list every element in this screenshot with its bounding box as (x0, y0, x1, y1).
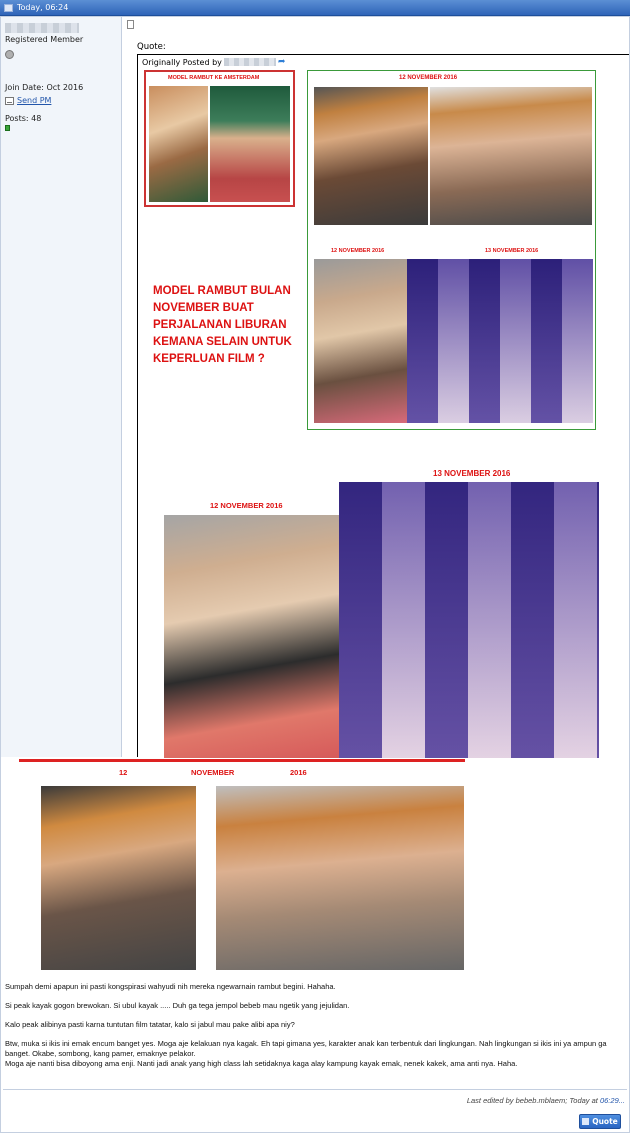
post-header-icon (4, 4, 13, 12)
send-pm-link[interactable]: Send PM (17, 96, 52, 105)
post-paragraph: Si peak kayak gogon brewokan. Si ubul kayak ..... Duh ga tega jempol bebeb mau ngetik yang jejulidan. (5, 1001, 350, 1010)
photo-event-grid-large (339, 482, 599, 758)
photo-man-right (216, 786, 464, 970)
quote-icon (582, 1118, 589, 1125)
image-november-collage[interactable] (307, 70, 596, 430)
photo-man (210, 86, 290, 202)
post-paragraph: Btw, muka si ikis ini emak encum banget yes. Moga aje kelakuan nya kagak. Eh tapi gimana yes, karakter anak kan terbentuk dari lingkungan. Nah lingkungan si ikis ini ya ampun ga banget. Okabe, sombong, kang pamer, emaknye pelakor. (5, 1039, 607, 1058)
photo-man-closeup (430, 87, 592, 225)
quote-box (137, 54, 629, 757)
username-redacted[interactable] (5, 23, 79, 33)
view-post-arrow-icon[interactable]: ➦ (277, 57, 286, 67)
headline-red-text: MODEL RAMBUT BULAN NOVEMBER BUAT PERJALANAN LIBURAN KEMANA SELAIN UNTUK KEPERLUAN FILM ? (153, 285, 292, 365)
send-pm-icon (5, 97, 14, 105)
image-comparison-collage[interactable] (144, 457, 599, 758)
lower-date-day: 12 (119, 768, 128, 777)
quote-button-label: Quote (592, 1117, 618, 1126)
image-date-label: 12 NOVEMBER 2016 (399, 75, 458, 81)
photo-event-grid (407, 259, 593, 423)
image-date-label-right: 13 NOVEMBER 2016 (485, 248, 539, 254)
photo-man-blond (314, 87, 428, 225)
lower-date-year: 2016 (290, 768, 307, 777)
post-paragraph: Sumpah demi apapun ini pasti kongspirasi wahyudi nih mereka ngewarnain rambut begini. Hahaha. (5, 982, 336, 991)
post-content (123, 17, 629, 757)
image-date-label-13: 13 NOVEMBER 2016 (433, 469, 511, 478)
post-container (0, 16, 630, 1133)
last-edited-note (467, 1096, 625, 1105)
image-caption: MODEL RAMBUT KE AMSTERDAM (168, 75, 260, 81)
image-date-label-12: 12 NOVEMBER 2016 (210, 501, 283, 510)
post-count: Posts: 48 (5, 114, 42, 123)
lower-date-month: NOVEMBER (191, 768, 235, 777)
join-date: Join Date: Oct 2016 (5, 83, 84, 92)
originally-posted-by (142, 57, 285, 67)
post-paragraph: Kalo peak alibinya pasti karna tuntutan film tatatar, kalo si jabul mau pake alibi apa niy? (5, 1020, 295, 1029)
image-hair-comparison[interactable] (19, 759, 465, 973)
offline-status-icon (5, 50, 14, 59)
post-paragraph: Moga aje nanti bisa diboyong ama enji. Nanti jadi anak yang high class lah setidaknya kaga alay kampung kayak emak, nenek kakek, ama anti nya. Haha. (5, 1059, 518, 1068)
post-timestamp: Today, 06:24 (17, 3, 69, 12)
post-document-icon (127, 20, 134, 29)
user-rank: Registered Member (5, 35, 84, 44)
quote-button[interactable] (579, 1114, 621, 1129)
image-date-label-left: 12 NOVEMBER 2016 (331, 248, 385, 254)
photo-man-left (41, 786, 196, 970)
reputation-icon (5, 125, 10, 131)
post-body (5, 982, 623, 1078)
quoted-username-redacted[interactable] (224, 58, 276, 66)
originally-posted-by-label: Originally Posted by (142, 57, 222, 67)
photo-mother-daughter (314, 259, 407, 423)
last-edited-text: Last edited by bebeb.mblaem; Today at (466, 1096, 598, 1105)
photo-mother-daughter-large (164, 515, 339, 758)
image-amsterdam-collage[interactable] (144, 70, 295, 207)
footer-divider (3, 1089, 627, 1090)
user-sidebar (1, 17, 122, 757)
last-edited-time: 06:29... (599, 1096, 625, 1105)
photo-woman (149, 86, 208, 202)
post-header-bar (0, 0, 630, 16)
quote-label: Quote: (137, 42, 166, 52)
